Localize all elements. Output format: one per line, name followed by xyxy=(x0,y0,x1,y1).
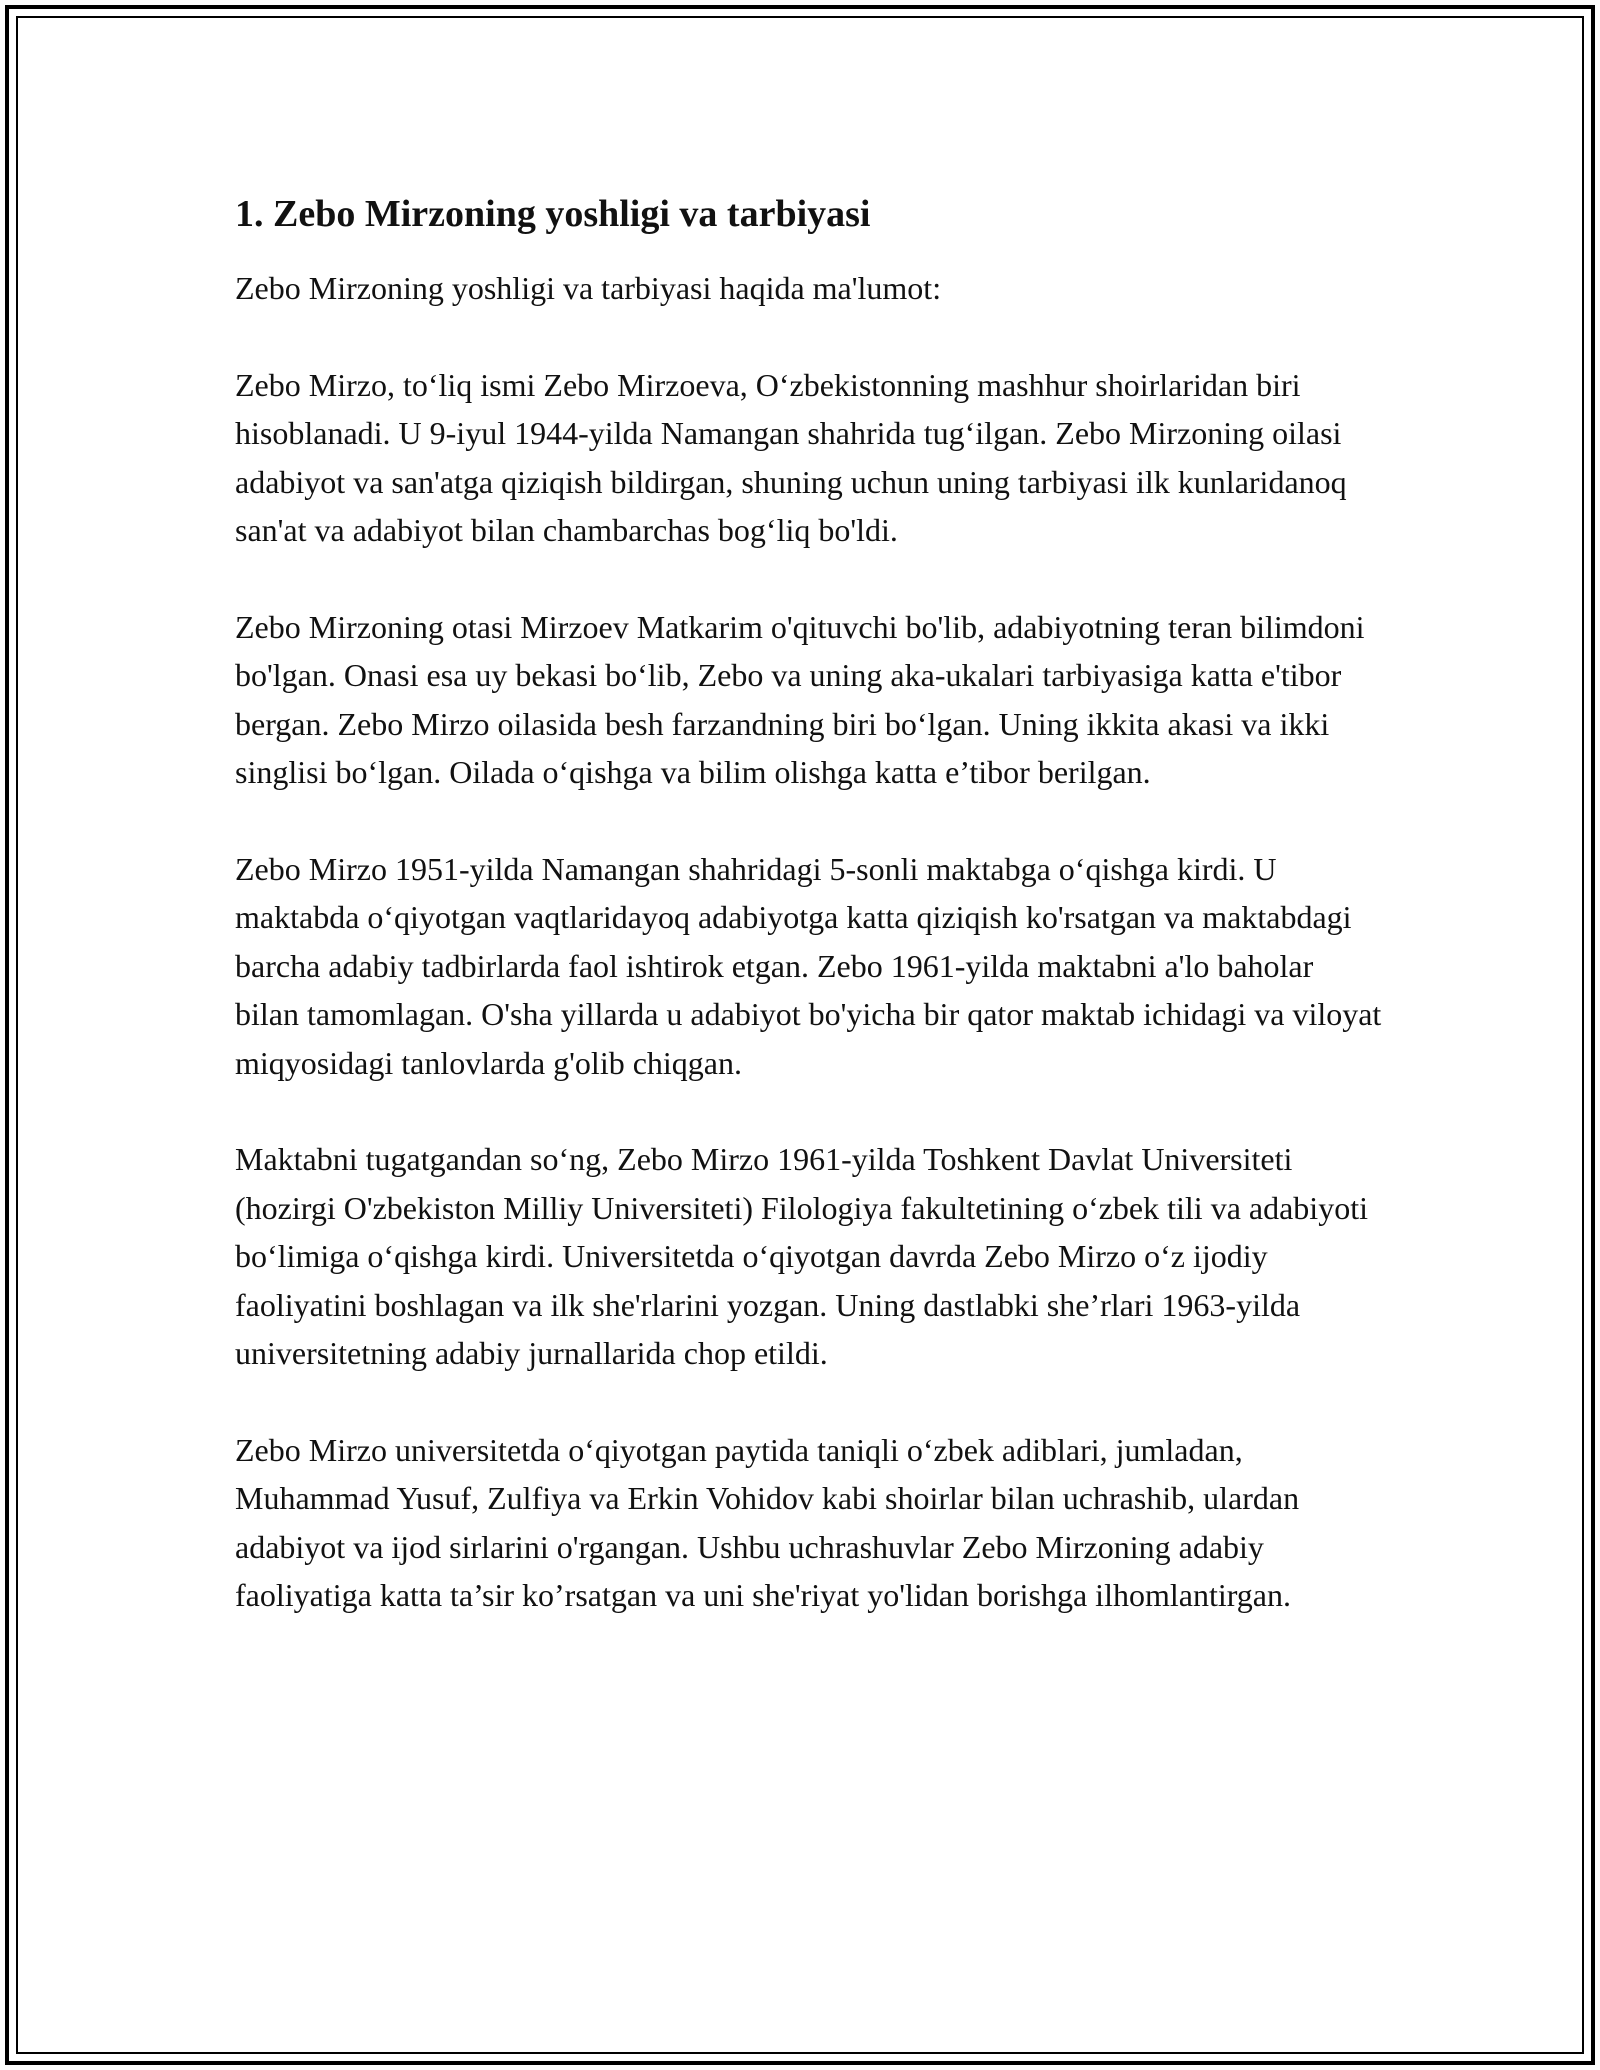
intro-paragraph: Zebo Mirzoning yoshligi va tarbiyasi haqida ma'lumot: xyxy=(235,270,942,306)
document-body xyxy=(235,190,1385,1668)
section-title: 1. Zebo Mirzoning yoshligi va tarbiyasi xyxy=(235,193,871,235)
school-paragraph: Zebo Mirzo 1951-yilda Namangan shahridagi 5-sonli maktabga o‘qishga kirdi. U maktabda o‘qiyotgan vaqtlaridayoq adabiyotga katta qiziqish ko'rsatgan va maktabdagi barcha adabiy tadbirlarda faol ishtirok etgan. Zebo 1961-yilda maktabni a'lo baholar bilan tamomlagan. O'sha yillarda u adabiyot bo'yicha bir qator maktab ichidagi va viloyat miqyosidagi tanlovlarda g'olib chiqgan. xyxy=(235,850,1382,1081)
university-paragraph: Maktabni tugatgandan so‘ng, Zebo Mirzo 1961-yilda Toshkent Davlat Universiteti (hozirgi O'zbekiston Milliy Universiteti) Filologiya fakultetining o‘zbek tili va adabiyoti bo‘limiga o‘qishga kirdi. Universitetda o‘qiyotgan davrda Zebo Mirzo o‘z ijodiy faoliyatini boshlagan va ilk she'rlarini yozgan. Uning dastlabki she’rlari 1963-yilda universitetning adabiy jurnallarida chop etildi. xyxy=(235,1141,1368,1371)
biography-paragraph: Zebo Mirzo, to‘liq ismi Zebo Mirzoeva, O‘zbekistonning mashhur shoirlaridan biri hisoblanadi. U 9-iyul 1944-yilda Namangan shahrida tug‘ilgan. Zebo Mirzoning oilasi adabiyot va san'atga qiziqish bildirgan, shuning uchun uning tarbiyasi ilk kunlaridanoq san'at va adabiyot bilan chambarchas bog‘liq bo'ldi. xyxy=(235,366,1347,548)
family-paragraph: Zebo Mirzoning otasi Mirzoev Matkarim o'qituvchi bo'lib, adabiyotning teran bilimdoni bo'lgan. Onasi esa uy bekasi bo‘lib, Zebo va uning aka-ukalari tarbiyasiga katta e'tibor bergan. Zebo Mirzo oilasida besh farzandning biri bo‘lgan. Uning ikkita akasi va ikki singlisi bo‘lgan. Oilada o‘qishga va bilim olishga katta e’tibor berilgan. xyxy=(235,608,1365,790)
mentors-paragraph: Zebo Mirzo universitetda o‘qiyotgan paytida taniqli o‘zbek adiblari, jumladan, Muhammad Yusuf, Zulfiya va Erkin Vohidov kabi shoirlar bilan uchrashib, ulardan adabiyot va ijod sirlarini o'rgangan. Ushbu uchrashuvlar Zebo Mirzoning adabiy faoliyatiga katta ta’sir ko’rsatgan va uni she'riyat yo'lidan borishga ilhomlantirgan. xyxy=(235,1431,1300,1613)
